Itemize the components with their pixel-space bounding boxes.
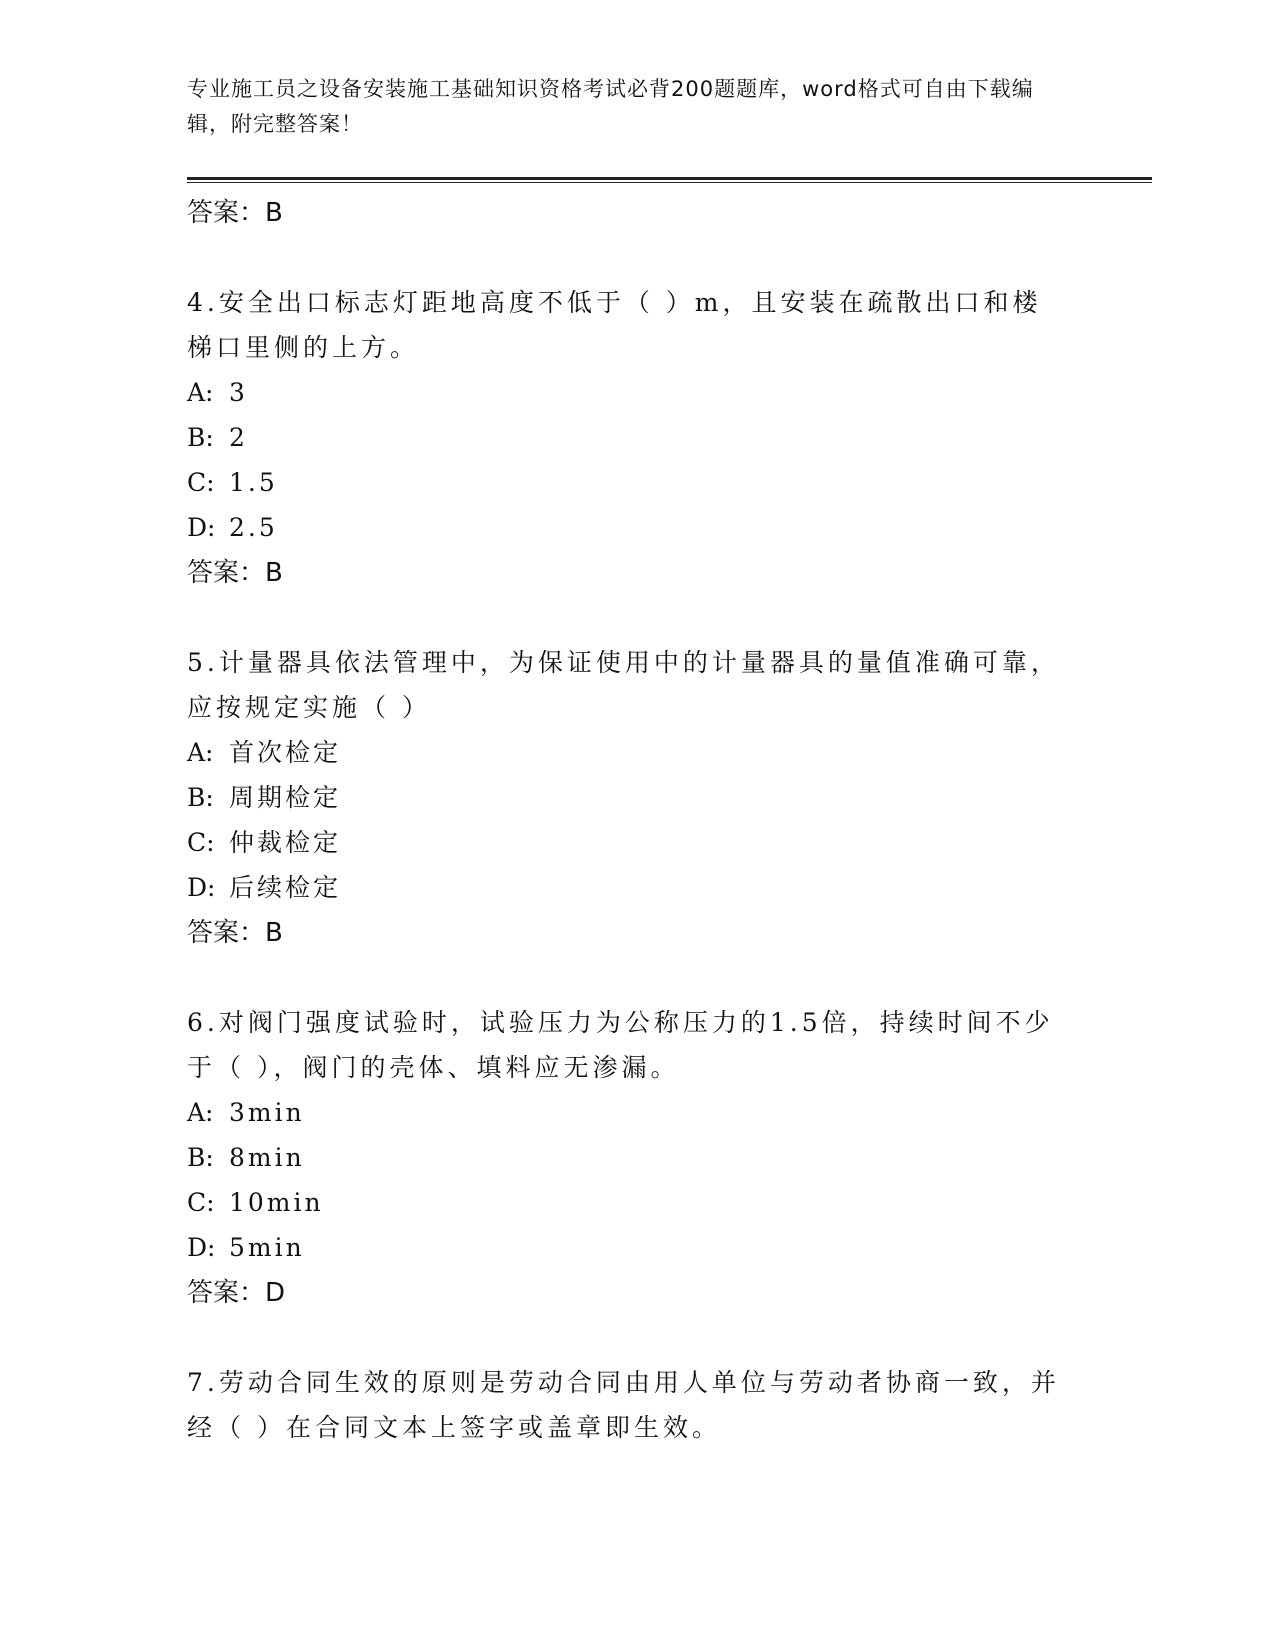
option-value: 首次检定 [229,738,342,767]
option-value: 1.5 [229,468,278,497]
question-text: 4.安全出口标志灯距地高度不低于（ ）m，且安装在疏散出口和楼梯口里侧的上方。 [187,288,1042,362]
answer-line: 答案：D [187,1278,286,1308]
option-value: 5min [229,1233,305,1262]
option-c [187,820,1067,865]
header-divider-thick [187,177,1152,180]
option-label: A: [187,738,214,767]
option-b [187,415,1067,460]
option-label: B: [187,423,214,452]
option-label: D: [187,873,216,902]
option-d [187,1225,1067,1270]
option-d [187,505,1067,550]
option-b [187,775,1067,820]
header-divider-thin [187,182,1152,183]
option-label: B: [187,783,214,812]
question-text: 5.计量器具依法管理中，为保证使用中的计量器具的量值准确可靠，应按规定实施（ ） [187,648,1060,722]
option-value: 2 [229,423,248,452]
option-d [187,865,1067,910]
question-block-4 [187,280,1067,596]
option-label: C: [187,468,215,497]
option-c [187,1180,1067,1225]
answer-line: 答案：B [187,558,283,588]
option-value: 仲裁检定 [229,828,342,857]
option-value: 3min [229,1098,305,1127]
option-c [187,460,1067,505]
option-a [187,730,1067,775]
question-text: 7.劳动合同生效的原则是劳动合同由用人单位与劳动者协商一致，并经（ ）在合同文本上签字或盖章即生效。 [187,1368,1060,1442]
question-block-7 [187,1360,1067,1450]
option-value: 10min [229,1188,324,1217]
question-block-5 [187,640,1067,956]
answer-line: 答案：B [187,918,283,948]
option-label: B: [187,1143,214,1172]
question-block-6 [187,1000,1067,1316]
document-body [187,190,1067,1494]
option-a [187,370,1067,415]
option-value: 周期检定 [229,783,342,812]
option-b [187,1135,1067,1180]
option-value: 8min [229,1143,305,1172]
answer-line: 答案：B [187,198,283,228]
option-label: D: [187,1233,216,1262]
option-label: A: [187,378,214,407]
option-label: C: [187,828,215,857]
question-text: 6.对阀门强度试验时，试验压力为公称压力的1.5倍，持续时间不少于（ ），阀门的壳体、填料应无渗漏。 [187,1008,1054,1082]
option-value: 2.5 [229,513,278,542]
option-label: D: [187,513,216,542]
option-value: 3 [229,378,248,407]
option-value: 后续检定 [229,873,342,902]
option-a [187,1090,1067,1135]
option-label: A: [187,1098,214,1127]
option-label: C: [187,1188,215,1217]
document-header: 专业施工员之设备安装施工基础知识资格考试必背200题题库，word格式可自由下载编辑，附完整答案！ [187,77,1034,136]
